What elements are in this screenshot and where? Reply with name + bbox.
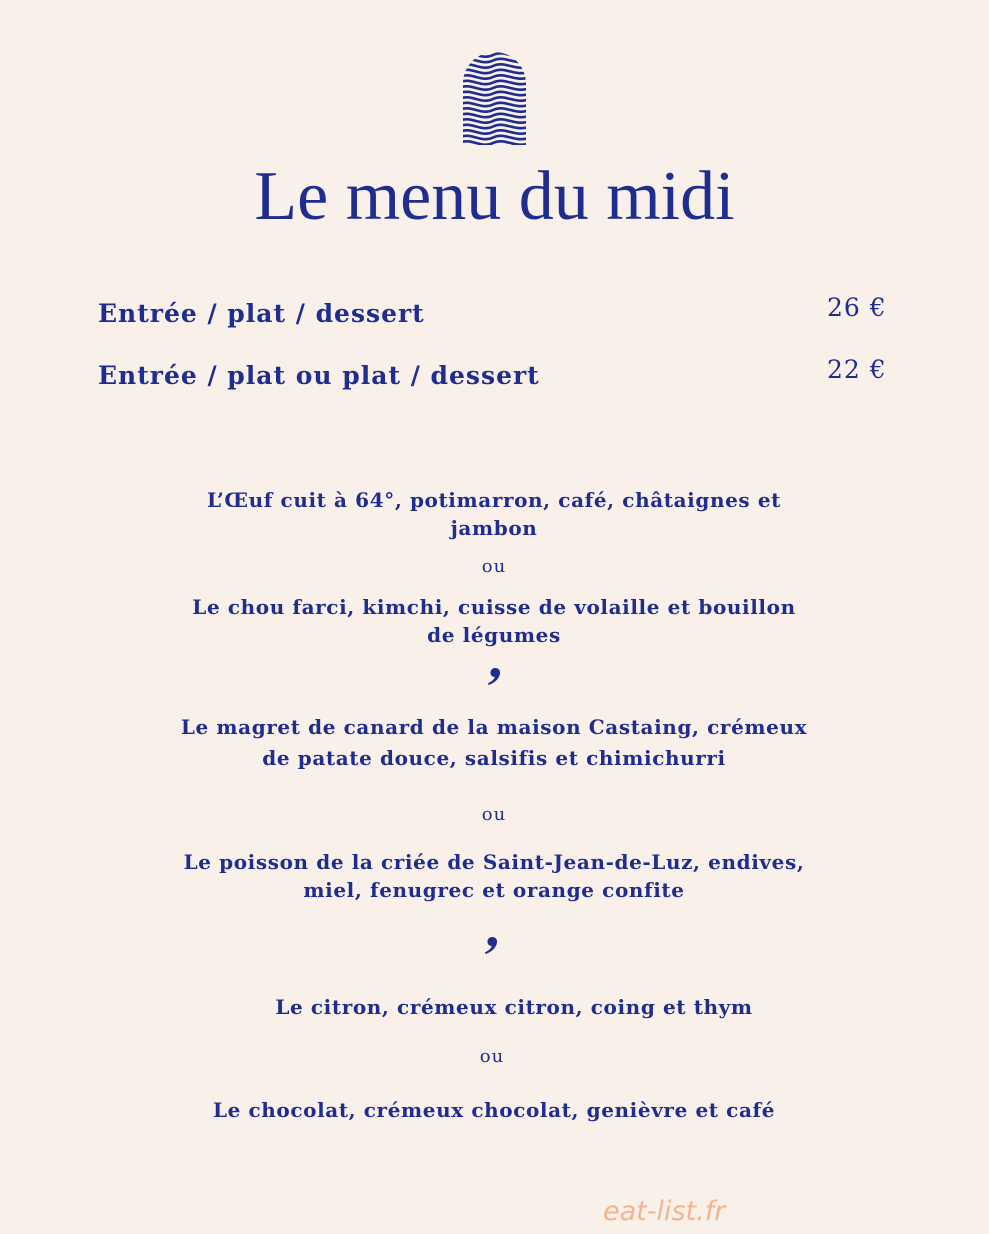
comma-separator-icon (481, 933, 501, 961)
wave-arch-icon (463, 52, 526, 145)
formula-price: 22 € (827, 355, 887, 384)
dish-line: Le citron, crémeux citron, coing et thym (275, 995, 753, 1019)
or-divider: ou (479, 1046, 505, 1067)
or-divider: ou (481, 804, 507, 825)
or-divider: ou (481, 556, 507, 577)
plat-option-1 (94, 713, 894, 772)
dish-line: jambon (450, 516, 538, 540)
watermark: eat-list.fr (603, 1196, 726, 1227)
dish-line: Le chou farci, kimchi, cuisse de volaille et bouillon (192, 595, 796, 619)
dish-line: Le magret de canard de la maison Castaing, crémeux (180, 715, 808, 739)
dessert-option-2 (94, 1096, 894, 1124)
dish-line: L’Œuf cuit à 64°, potimarron, café, châtaignes et (207, 488, 781, 512)
formula-label: Entrée / plat / dessert (98, 299, 425, 328)
dish-line: de légumes (427, 623, 561, 647)
entree-option-1 (94, 486, 894, 542)
dish-line: Le chocolat, crémeux chocolat, genièvre et café (212, 1098, 776, 1122)
plat-option-2 (94, 848, 894, 904)
formula-label: Entrée / plat ou plat / dessert (98, 361, 540, 390)
entree-option-2 (94, 593, 894, 649)
dessert-option-1 (114, 993, 914, 1021)
dish-line: de patate douce, salsifis et chimichurri (262, 746, 726, 770)
dish-line: miel, fenugrec et orange confite (303, 878, 685, 902)
dish-line: Le poisson de la criée de Saint-Jean-de-Luz, endives, (183, 850, 805, 874)
formula-price: 26 € (827, 293, 887, 322)
comma-separator-icon (484, 664, 504, 692)
page-title: Le menu du midi (254, 158, 735, 235)
